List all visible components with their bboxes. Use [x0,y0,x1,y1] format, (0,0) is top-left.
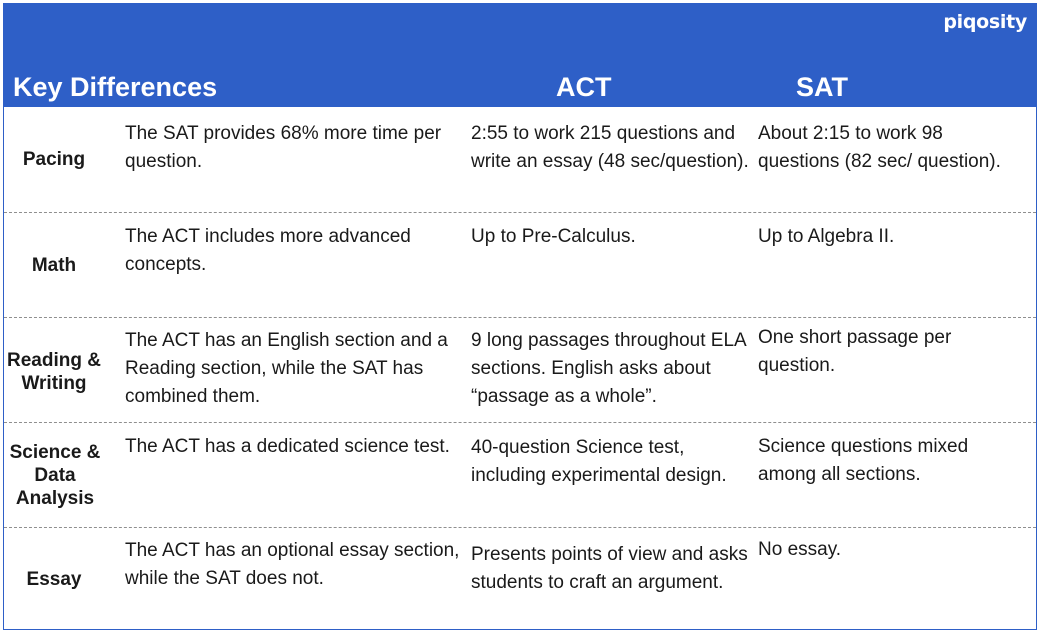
row-difference: The ACT has an English section and a Reading section, while the SAT has combined them. [125,330,448,407]
row-category: Math [31,255,77,276]
row-act-detail: 2:55 to work 215 questions and write an essay (48 sec/question). [471,123,749,172]
row-difference: The ACT includes more advanced concepts. [125,226,411,275]
row-difference: The ACT has an optional essay section, while the SAT does not. [125,540,460,589]
header-act: ACT [556,72,612,102]
row-category: Essay [26,568,82,590]
header-sat: SAT [796,72,848,102]
table-row-science [4,422,1036,528]
table-row-math [4,212,1036,318]
row-sat-detail: No essay. [758,539,842,560]
row-difference: The SAT provides 68% more time per question. [125,123,442,172]
table-row-pacing [4,107,1036,212]
row-sat-detail: Up to Algebra II. [758,226,895,247]
brand-logo: piqosity [943,11,1027,33]
row-sat-detail: About 2:15 to work 98 questions (82 sec/ question). [758,123,1001,172]
row-sat-detail: Science questions mixed among all sections. [758,436,969,485]
row-act-detail: Presents points of view and asks students to craft an argument. [471,544,748,593]
header-key-differences: Key Differences [13,72,218,102]
row-act-detail: 40-question Science test, including experimental design. [471,437,727,486]
row-category: Science & Data Analysis [9,442,101,509]
table-header [3,3,1037,107]
table-row-essay [4,527,1036,630]
row-sat-detail: One short passage per question. [758,327,952,376]
row-category: Reading & Writing [7,349,101,394]
row-act-detail: Up to Pre-Calculus. [471,226,636,247]
row-category: Pacing [22,149,86,170]
table-row-reading-writing [4,317,1036,423]
row-difference: The ACT has a dedicated science test. [125,436,450,457]
row-act-detail: 9 long passages throughout ELA sections. English asks about “passage as a whole”. [471,330,746,407]
